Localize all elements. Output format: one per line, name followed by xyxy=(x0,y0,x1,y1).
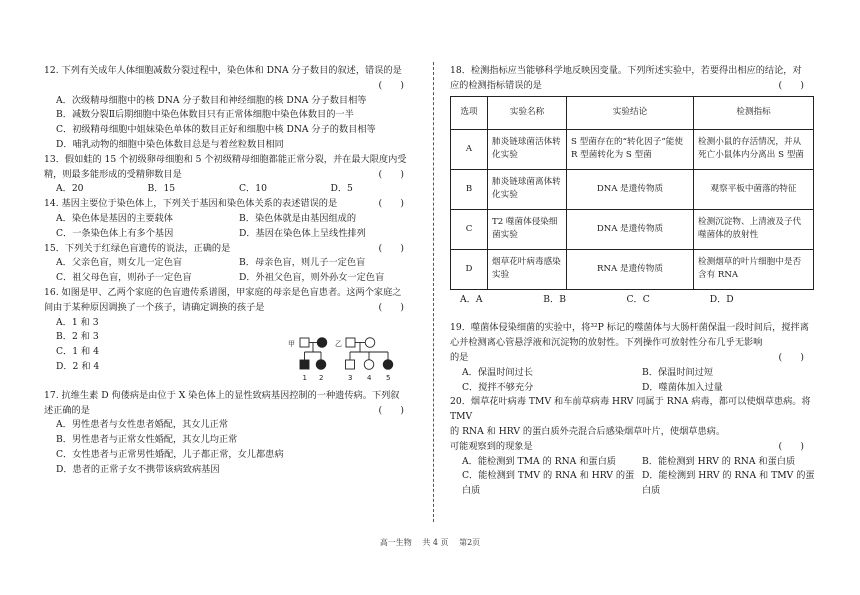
option-c: C．一条染色体上有多个基因 xyxy=(56,227,174,239)
experiment-table xyxy=(450,96,814,290)
option-a: A．保温时间过长 xyxy=(462,366,533,378)
child-5 xyxy=(383,360,393,370)
pedigree-diagram xyxy=(288,326,418,382)
question-14 xyxy=(44,197,422,241)
child-3 xyxy=(346,360,355,369)
table-cell: C xyxy=(451,209,488,249)
option-d: D．基因在染色体上呈线性排列 xyxy=(239,227,366,239)
table-cell: 检测烟草的叶片细胞中是否含有 RNA xyxy=(694,249,814,289)
header-option: 选项 xyxy=(451,96,488,129)
option-c: C．初级精母细胞中姐妹染色单体的数目正好和细胞中核 DNA 分子的数目相等 xyxy=(56,124,376,136)
footer-page-number: 第2页 xyxy=(459,538,481,547)
question-18-stem-cont: 应的检测指标错误的是 xyxy=(450,79,542,91)
father-yi xyxy=(346,338,355,347)
table-cell: 肺炎链球菌活体转化实验 xyxy=(488,129,567,169)
option-d: D．哺乳动物的细胞中染色体数目总是与着丝粒数目相同 xyxy=(56,138,284,150)
option-b: B．男性患者与正常女性婚配，其女儿均正常 xyxy=(56,434,238,446)
question-19-stem: 19．噬菌体侵染细菌的实验中，将³²P 标记的噬菌体与大肠杆菌保温一段时间后，搅拌离 xyxy=(450,322,809,334)
answer-paren: ( ) xyxy=(378,168,404,180)
answer-paren: ( ) xyxy=(378,79,404,91)
family-label-yi: 乙 xyxy=(335,340,342,348)
question-20-stem: 20．烟草花叶病毒 TMV 和车前草病毒 HRV 同属于 RNA 病毒，都可以使烟草患病。将 TMV xyxy=(450,396,811,423)
table-cell: T2 噬菌体侵染细菌实验 xyxy=(488,209,567,249)
question-19-stem-end: 的是 xyxy=(450,351,469,363)
footer-total-pages: 共 4 页 xyxy=(422,538,449,547)
question-19-stem-cont: 心并检测离心管悬浮液和沉淀物的放射性。下列操作可放射性分布几乎无影响 xyxy=(450,337,763,349)
father-jia xyxy=(300,338,309,347)
answer-paren: ( ) xyxy=(378,198,404,210)
option-a: A．A xyxy=(460,293,483,305)
option-a: A．次级精母细胞中的核 DNA 分子数目和神经细胞的核 DNA 分子数目相等 xyxy=(56,94,367,106)
answer-paren: ( ) xyxy=(378,404,404,416)
option-a: A．20 xyxy=(56,183,84,195)
question-17-stem-cont: 述正确的是 xyxy=(44,404,90,416)
header-experiment: 实验名称 xyxy=(488,96,567,129)
question-19 xyxy=(450,321,822,395)
table-header-row xyxy=(451,96,814,129)
header-indicator: 检测指标 xyxy=(694,96,814,129)
table-cell: A xyxy=(451,129,488,169)
page-footer xyxy=(0,537,860,548)
option-c: C．女性患者与正常男性婚配，儿子都正常，女儿都患病 xyxy=(56,448,284,460)
table-cell: DNA 是遗传物质 xyxy=(567,169,694,209)
option-c: C．10 xyxy=(239,183,267,195)
option-d: D．2 和 4 xyxy=(56,360,100,372)
answer-paren: ( ) xyxy=(778,79,804,91)
table-cell: 烟草花叶病毒感染实验 xyxy=(488,249,567,289)
question-16-stem-cont: 间由于某种原因调换了一个孩子，请确定调换的孩子是 xyxy=(44,301,265,313)
question-20-stem-end: 可能观察到的现象是 xyxy=(450,440,533,452)
child-number-4: 4 xyxy=(367,374,372,382)
table-cell: 肺炎链球菌离体转化实验 xyxy=(488,169,567,209)
mother-jia xyxy=(317,338,327,348)
family-label-jia: 甲 xyxy=(288,340,295,348)
answer-paren: ( ) xyxy=(778,351,804,363)
question-12 xyxy=(44,64,422,153)
option-a: A．男性患者与女性患者婚配，其女儿正常 xyxy=(56,419,229,431)
question-16-stem: 16. 如图是甲、乙两个家庭的色盲遗传系谱图，甲家庭的母亲是色盲患者。这两个家庭之 xyxy=(44,286,402,298)
question-15-stem: 15．下列关于红绿色盲遗传的说法，正确的是 xyxy=(44,242,231,254)
right-column xyxy=(450,64,822,499)
question-18-stem: 18．检测指标应当能够科学地反映因变量。下列所述实验中，若要得出相应的结论，对 xyxy=(450,65,802,76)
header-conclusion: 实验结论 xyxy=(567,96,694,129)
table-cell: 检测沉淀物、上清液及子代噬菌体的放射性 xyxy=(694,209,814,249)
table-row xyxy=(451,249,814,289)
answer-paren: ( ) xyxy=(378,242,404,254)
question-20 xyxy=(450,395,822,499)
option-b: B．B xyxy=(543,293,566,305)
option-a: A．能检测到 TMA 的 RNA 和蛋白质 xyxy=(462,455,616,467)
option-b: B．染色体就是由基因组成的 xyxy=(239,212,357,224)
option-b: B．15 xyxy=(147,183,176,195)
option-a: A．染色体是基因的主要载体 xyxy=(56,212,173,224)
option-b: B．保温时间过短 xyxy=(642,366,714,378)
answer-paren: ( ) xyxy=(778,440,804,452)
option-c: C．能检测到 TMV 的 RNA 和 HRV 的蛋白质 xyxy=(462,470,635,497)
table-cell: 检测小鼠的存活情况，并从死亡小鼠体内分离出 S 型菌 xyxy=(694,129,814,169)
question-13 xyxy=(44,153,422,197)
question-14-stem: 14. 基因主要位于染色体上，下列关于基因和染色体关系的表述错误的是 xyxy=(44,198,338,210)
option-d: D．噬菌体加入过量 xyxy=(642,381,723,393)
table-row xyxy=(451,209,814,249)
child-number-2: 2 xyxy=(319,374,324,382)
question-18 xyxy=(450,64,822,307)
child-number-5: 5 xyxy=(386,374,391,382)
option-c: C．搅拌不够充分 xyxy=(462,381,534,393)
question-17-stem: 17. 抗维生素 D 佝偻病是由位于 X 染色体上的显性致病基因控制的一种遗传病。下列叙 xyxy=(44,389,400,401)
option-b: B．减数分裂Ⅱ后期细胞中染色体数目只有正常体细胞中染色体数目的一半 xyxy=(56,109,354,121)
option-c: C．1 和 4 xyxy=(56,346,99,358)
table-cell: DNA 是遗传物质 xyxy=(567,209,694,249)
option-d: D．外祖父色盲，则外孙女一定色盲 xyxy=(239,272,385,284)
left-column xyxy=(44,64,422,478)
question-20-stem-cont: 的 RNA 和 HRV 的蛋白质外壳混合后感染烟草叶片，使烟草患病。 xyxy=(450,425,726,437)
table-cell: RNA 是遗传物质 xyxy=(567,249,694,289)
child-number-3: 3 xyxy=(348,374,353,382)
option-b: B．母亲色盲，则儿子一定色盲 xyxy=(239,257,366,269)
option-b: B．2 和 3 xyxy=(56,331,99,343)
child-4 xyxy=(364,360,374,370)
question-12-stem: 12. 下列有关成年人体细胞减数分裂过程中，染色体和 DNA 分子数目的叙述，错误的是 xyxy=(44,65,402,76)
option-c: C．C xyxy=(626,293,650,305)
option-d: D．能检测到 HRV 的 RNA 和 TMV 的蛋白质 xyxy=(642,470,815,497)
table-row xyxy=(451,169,814,209)
table-cell: B xyxy=(451,169,488,209)
table-cell: 观察平板中菌落的特征 xyxy=(694,169,814,209)
footer-subject: 高一生物 xyxy=(379,538,412,547)
option-d: D．D xyxy=(709,293,734,305)
column-divider xyxy=(433,62,434,522)
table-row xyxy=(451,129,814,169)
question-13-stem-cont: 精，则最多能形成的受精卵数目是 xyxy=(44,168,182,180)
option-c: C．祖父母色盲，则孙子一定色盲 xyxy=(56,272,192,284)
child-2 xyxy=(316,360,326,370)
option-b: B．能检测到 HRV 的 RNA 和蛋白质 xyxy=(642,455,796,467)
question-13-stem: 13．假如蛙的 15 个初级卵母细胞和 5 个初级精母细胞都能正常分裂，并在最大限度内受 xyxy=(44,153,407,165)
option-d: D．5 xyxy=(330,183,353,195)
child-number-1: 1 xyxy=(302,374,307,382)
option-a: A．1 和 3 xyxy=(56,316,99,328)
question-17 xyxy=(44,389,422,478)
table-cell: D xyxy=(451,249,488,289)
child-1 xyxy=(300,360,309,369)
option-d: D．患者的正常子女不携带该病致病基因 xyxy=(56,463,220,475)
table-cell: S 型菌存在的“转化因子”能使 R 型菌转化为 S 型菌 xyxy=(567,129,694,169)
option-a: A．父亲色盲，则女儿一定色盲 xyxy=(56,257,183,269)
answer-paren: ( ) xyxy=(378,301,404,313)
mother-yi xyxy=(365,338,375,348)
question-15 xyxy=(44,242,422,286)
